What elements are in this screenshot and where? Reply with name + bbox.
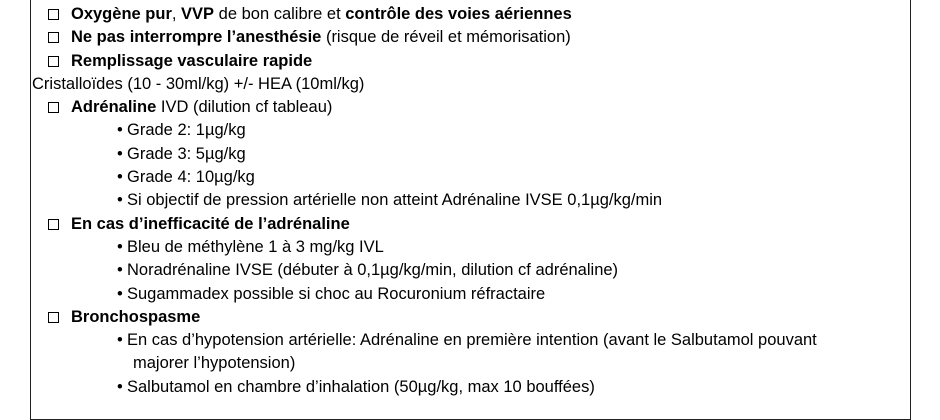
text: de bon calibre et	[214, 5, 346, 23]
checkbox-icon	[48, 102, 59, 113]
bullet-icon: •	[117, 144, 123, 163]
text: Cristalloïdes (10 - 30ml/kg) +/- HEA (10ml/kg)	[32, 74, 365, 93]
text-line	[32, 352, 902, 375]
text: majorer l’hypotension)	[133, 354, 296, 373]
protocol-text	[32, 3, 902, 399]
text: Grade 3: 5µg/kg	[127, 144, 246, 163]
bold-text: Remplissage vasculaire rapide	[71, 51, 313, 70]
bold-text: Bronchospasme	[71, 307, 201, 326]
bullet-item	[32, 236, 902, 259]
bullet-icon: •	[117, 121, 123, 140]
bullet-icon: •	[117, 331, 123, 350]
checkbox-icon	[48, 32, 59, 43]
text: Grade 2: 1µg/kg	[127, 121, 246, 140]
bold-text: Ne pas interrompre l’anesthésie	[71, 28, 322, 47]
bullet-icon: •	[117, 237, 123, 256]
text: Grade 4: 10µg/kg	[127, 168, 255, 187]
text: Salbutamol en chambre d’inhalation (50µg/kg, max 10 bouffées)	[127, 377, 595, 396]
checklist-item	[32, 306, 902, 329]
checkbox-icon	[48, 9, 59, 20]
checklist-item	[32, 3, 902, 26]
bullet-item	[32, 376, 902, 399]
text: Bleu de méthylène 1 à 3 mg/kg IVL	[127, 237, 384, 256]
text: Si objectif de pression artérielle non atteint Adrénaline IVSE 0,1µg/kg/min	[127, 191, 663, 210]
checkbox-icon	[48, 312, 59, 323]
text-line	[32, 73, 902, 96]
bold-text: En cas d’inefficacité de l’adrénaline	[71, 214, 350, 233]
text: En cas d’hypotension artérielle: Adrénaline en première intention (avant le Salbutamol pouvant	[127, 331, 817, 350]
bullet-icon: •	[117, 261, 123, 280]
bullet-item	[32, 259, 902, 282]
bold-text: VVP	[181, 5, 215, 23]
bullet-item	[32, 329, 902, 352]
bullet-icon: •	[117, 284, 123, 303]
checklist-item	[32, 213, 902, 236]
checklist-item	[32, 96, 902, 119]
bullet-item	[32, 189, 902, 212]
text: ,	[171, 5, 182, 23]
text: IVD (dilution cf tableau)	[156, 98, 333, 117]
bullet-icon: •	[117, 377, 123, 396]
bullet-item	[32, 143, 902, 166]
bold-text: Oxygène pur	[71, 5, 172, 23]
checklist-item	[32, 50, 902, 73]
bullet-icon: •	[117, 168, 123, 187]
text: Sugammadex possible si choc au Rocuronium réfractaire	[127, 284, 546, 303]
bullet-icon: •	[117, 191, 123, 210]
bold-text: Adrénaline	[71, 98, 157, 117]
checkbox-icon	[48, 219, 59, 230]
text: Noradrénaline IVSE (débuter à 0,1µg/kg/min, dilution cf adrénaline)	[127, 261, 619, 280]
checklist-item	[32, 26, 902, 49]
bullet-item	[32, 166, 902, 189]
text: (risque de réveil et mémorisation)	[321, 28, 571, 47]
bullet-item	[32, 119, 902, 142]
bullet-item	[32, 283, 902, 306]
checkbox-icon	[48, 56, 59, 67]
bold-text: contrôle des voies aériennes	[345, 5, 572, 23]
